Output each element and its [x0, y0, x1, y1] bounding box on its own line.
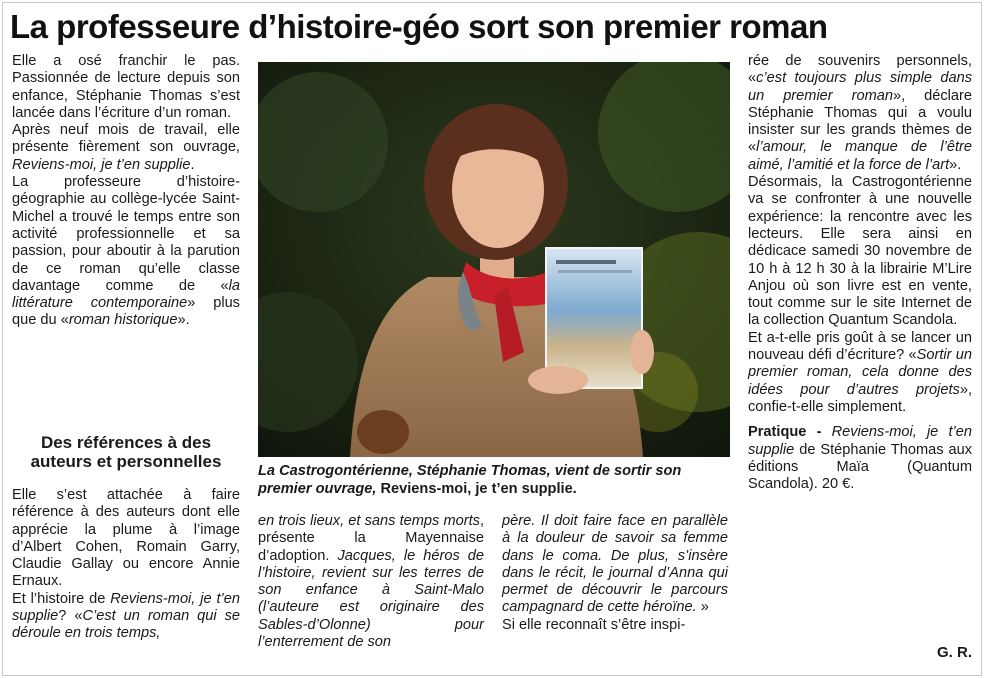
author-signature: G. R. [936, 644, 972, 661]
paragraph: Elle s’est attachée à faire référence à des auteurs dont elle apprécie la plume à l’image d’Albert Cohen, Romain Garry, Claudie Gallay ou encore Annie Ernaux. [12, 487, 240, 590]
paragraph: Si elle reconnaît s’être inspi- [502, 616, 686, 633]
author-photo-illustration [258, 62, 730, 457]
column-1-top [12, 53, 240, 330]
paragraph: Après neuf mois de travail, elle présente fièrement son ouvrage, Reviens-moi, je t’en supplie. [12, 122, 240, 173]
column-1-bottom [12, 487, 240, 643]
headline: La professeure d’histoire-géo sort son premier roman [10, 8, 828, 45]
paragraph: Désormais, la Castrogontérienne va se confronter à une nouvelle expérience: la rencontre avec les lecteurs. Elle sera ainsi en dédicace samedi 30 novembre de 10 h à 12 h 30 à la librairie M’Lire Anjou où son livre est en vente, tout comme sur le site Internet de la collection Quantum Scandola. [748, 174, 972, 329]
column-4 [748, 53, 972, 493]
paragraph: Pratique - Reviens-moi, je t’en supplie de Stéphanie Thomas aux éditions Maïa (Quantum Scandola). 20 €. [748, 424, 973, 493]
paragraph: Elle a osé franchir le pas. Passionnée de lecture depuis son enfance, Stéphanie Thomas s’est lancée dans l’écriture d’un roman. [12, 53, 240, 121]
paragraph: père. Il doit faire face en parallèle à la douleur de savoir sa femme dans le coma. De plus, s’insère dans le récit, le journal d’Anna qui permet de découvrir le parcours campagnard de cette héroïne. » [502, 513, 728, 616]
paragraph [748, 416, 972, 424]
photo-caption: La Castrogontérienne, Stéphanie Thomas, vient de sortir son premier ouvrage, Reviens-moi, je t’en supplie. [258, 463, 682, 497]
column-3-bottom [502, 513, 728, 634]
paragraph: Et l’histoire de Reviens-moi, je t’en supplie? «C’est un roman qui se déroule en trois temps, [12, 590, 241, 642]
author-photo [258, 62, 730, 457]
column-2-bottom [258, 513, 484, 651]
paragraph: Et a-t-elle pris goût à se lancer un nouveau défi d’écriture? «Sortir un premier roman, cela donne des idées pour d’autres projets», confie-t-elle simplement. [748, 329, 973, 415]
subheading: Des références à des auteurs et personnelles [30, 433, 222, 471]
paragraph: en trois lieux, et sans temps morts, présente la Mayennaise d’adoption. Jacques, le héros de l’histoire, revient sur les terres de son enfance à Saint-Malo (l’auteure est originaire des Sables-d’Olonne) pour l’enterrement de son [258, 513, 485, 651]
paragraph: rée de souvenirs personnels, «c’est toujours plus simple dans un premier roman», déclare Stéphanie Thomas qui a voulu insister sur les grands thèmes de «l’amour, le manque de l’être aimé, l’amitié et la force de l’art». [748, 53, 972, 173]
paragraph: La professeure d’histoire-géographie au collège-lycée Saint-Michel a trouvé le temps entre son activité professionnelle et sa passion, pour aboutir à la parution de ce roman qu’elle classe davantage comme de «la littérature contemporaine» plus que du «roman historique». [12, 174, 240, 329]
